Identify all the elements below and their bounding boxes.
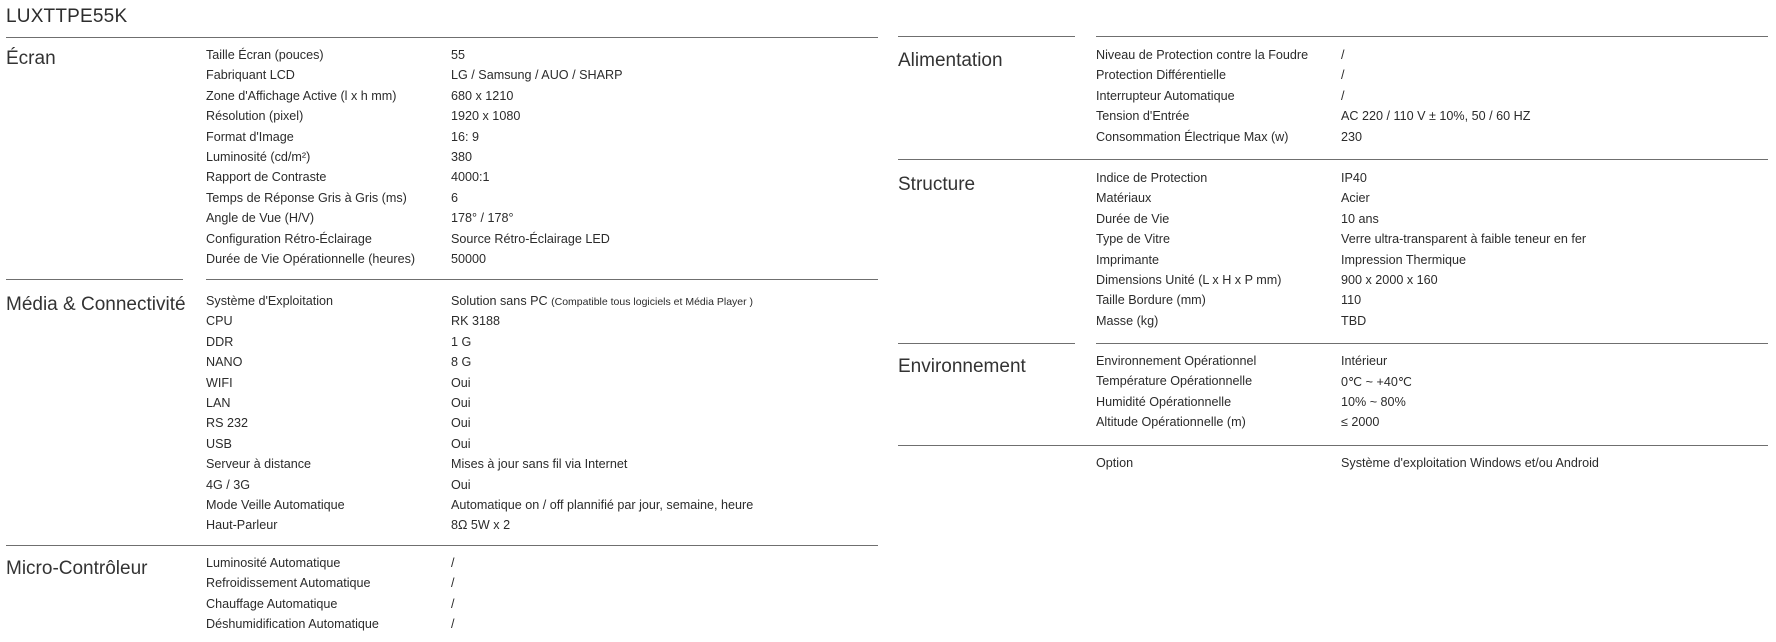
spec-label: Fabriquant LCD	[206, 68, 295, 83]
divider	[1096, 36, 1768, 37]
spec-label: Configuration Rétro-Éclairage	[206, 231, 372, 246]
spec-value: 10 ans	[1341, 211, 1379, 226]
model-title: LUXTTPE55K	[6, 6, 128, 27]
spec-value: RK 3188	[451, 314, 501, 329]
divider	[898, 445, 1768, 446]
section-title-environnement: Environnement	[898, 356, 1026, 377]
section-title-ecran: Écran	[6, 48, 56, 69]
spec-value: 1 G	[451, 334, 472, 349]
spec-label: Chauffage Automatique	[206, 596, 338, 611]
spec-label: USB	[206, 436, 232, 451]
spec-label: Dimensions Unité (L x H x P mm)	[1096, 272, 1282, 287]
spec-label: NANO	[206, 355, 243, 370]
spec-label: Angle de Vue (H/V)	[206, 211, 315, 226]
spec-label: Temps de Réponse Gris à Gris (ms)	[206, 190, 407, 205]
spec-label: Taille Écran (pouces)	[206, 48, 324, 62]
spec-label: Serveur à distance	[206, 457, 312, 472]
spec-value: 10% ~ 80%	[1341, 394, 1406, 409]
spec-label: Type de Vitre	[1096, 232, 1170, 247]
spec-value: ≤ 2000	[1341, 415, 1380, 430]
spec-value: 6	[451, 190, 459, 205]
spec-label: WIFI	[206, 375, 233, 390]
spec-value: /	[1341, 88, 1345, 103]
spec-value: 0℃ ~ +40℃	[1341, 375, 1413, 390]
spec-value: 230	[1341, 129, 1363, 144]
spec-label: Environnement Opérationnel	[1096, 354, 1257, 368]
spec-label: 4G / 3G	[206, 477, 251, 492]
divider	[898, 36, 1075, 37]
spec-label: Protection Différentielle	[1096, 68, 1226, 83]
spec-label: Haut-Parleur	[206, 518, 278, 533]
spec-value: 900 x 2000 x 160	[1341, 272, 1438, 287]
spec-label: Niveau de Protection contre la Foudre	[1096, 48, 1309, 62]
spec-label: Matériaux	[1096, 191, 1152, 206]
spec-value: Oui	[451, 395, 471, 410]
spec-label: Imprimante	[1096, 252, 1159, 267]
spec-value: 110	[1341, 293, 1362, 308]
section-title-alimentation: Alimentation	[898, 50, 1003, 71]
divider	[206, 279, 878, 280]
divider	[898, 159, 1768, 160]
spec-label: CPU	[206, 314, 233, 329]
spec-label: Résolution (pixel)	[206, 109, 304, 124]
spec-value: /	[1341, 68, 1345, 83]
spec-label: LAN	[206, 395, 231, 410]
spec-label: Altitude Opérationnelle (m)	[1096, 415, 1246, 430]
spec-value: IP40	[1341, 171, 1367, 185]
spec-value: Source Rétro-Éclairage LED	[451, 231, 610, 246]
spec-value-note: (Compatible tous logiciels et Média Player )	[551, 296, 754, 308]
spec-value: Mises à jour sans fil via Internet	[451, 457, 628, 472]
spec-label: Interrupteur Automatique	[1096, 88, 1235, 103]
divider	[1096, 343, 1768, 344]
spec-label: Système d'Exploitation	[206, 294, 334, 308]
spec-label: Format d'Image	[206, 129, 294, 144]
spec-label: Humidité Opérationnelle	[1096, 394, 1232, 409]
spec-label: Consommation Électrique Max (w)	[1096, 129, 1289, 144]
section-title-media: Média & Connectivité	[6, 294, 186, 315]
spec-label: Luminosité Automatique	[206, 556, 341, 570]
section-title-structure: Structure	[898, 174, 976, 195]
spec-value: Système d'exploitation Windows et/ou Android	[1341, 456, 1599, 470]
spec-label: Durée de Vie Opérationnelle (heures)	[206, 251, 416, 266]
spec-label: Luminosité (cd/m²)	[206, 149, 311, 164]
spec-value: 8Ω 5W x 2	[451, 518, 511, 533]
spec-value: /	[451, 617, 455, 632]
spec-value: 55	[451, 48, 466, 62]
spec-value: 8 G	[451, 355, 472, 370]
spec-value: 16: 9	[451, 129, 480, 144]
spec-value: 380	[451, 149, 473, 164]
spec-value: Acier	[1341, 191, 1370, 206]
spec-value: Oui	[451, 416, 471, 431]
spec-label: Taille Bordure (mm)	[1096, 293, 1206, 308]
spec-label: RS 232	[206, 416, 249, 431]
section-title-micro: Micro-Contrôleur	[6, 558, 148, 579]
spec-value	[451, 294, 753, 308]
spec-value: TBD	[1341, 313, 1367, 328]
spec-value: 4000:1	[451, 170, 490, 185]
spec-label: Refroidissement Automatique	[206, 576, 371, 591]
spec-value: /	[1341, 48, 1345, 62]
spec-label: Mode Veille Automatique	[206, 497, 345, 512]
spec-value: Automatique on / off plannifié par jour, semaine, heure	[451, 497, 754, 512]
spec-value: 50000	[451, 251, 487, 266]
divider	[6, 279, 183, 280]
spec-label: Déshumidification Automatique	[206, 617, 379, 632]
spec-value: /	[451, 596, 455, 611]
spec-value: Verre ultra-transparent à faible teneur en fer	[1341, 232, 1587, 247]
spec-value: Oui	[451, 375, 471, 390]
spec-value: /	[451, 556, 455, 570]
spec-value: /	[451, 576, 455, 591]
spec-label: DDR	[206, 334, 234, 349]
spec-value: AC 220 / 110 V ± 10%, 50 / 60 HZ	[1341, 109, 1531, 124]
divider	[898, 343, 1075, 344]
spec-label: Masse (kg)	[1096, 313, 1159, 328]
spec-label: Température Opérationnelle	[1096, 374, 1253, 389]
spec-value: Impression Thermique	[1341, 252, 1467, 267]
spec-label: Indice de Protection	[1096, 171, 1208, 185]
spec-label: Durée de Vie	[1096, 211, 1170, 226]
spec-value: LG / Samsung / AUO / SHARP	[451, 68, 623, 83]
spec-value: Oui	[451, 477, 471, 492]
spec-value: 680 x 1210	[451, 88, 514, 103]
divider	[6, 545, 878, 546]
spec-label: Option	[1096, 456, 1134, 470]
spec-label: Zone d'Affichage Active (l x h mm)	[206, 88, 397, 103]
spec-value: 178° / 178°	[451, 211, 514, 226]
divider	[6, 37, 878, 38]
spec-value: Oui	[451, 436, 471, 451]
spec-value: 1920 x 1080	[451, 109, 521, 124]
spec-label: Rapport de Contraste	[206, 170, 327, 185]
spec-value-main: Solution sans PC	[451, 294, 548, 308]
spec-label: Tension d'Entrée	[1096, 109, 1190, 124]
spec-value: Intérieur	[1341, 354, 1388, 368]
